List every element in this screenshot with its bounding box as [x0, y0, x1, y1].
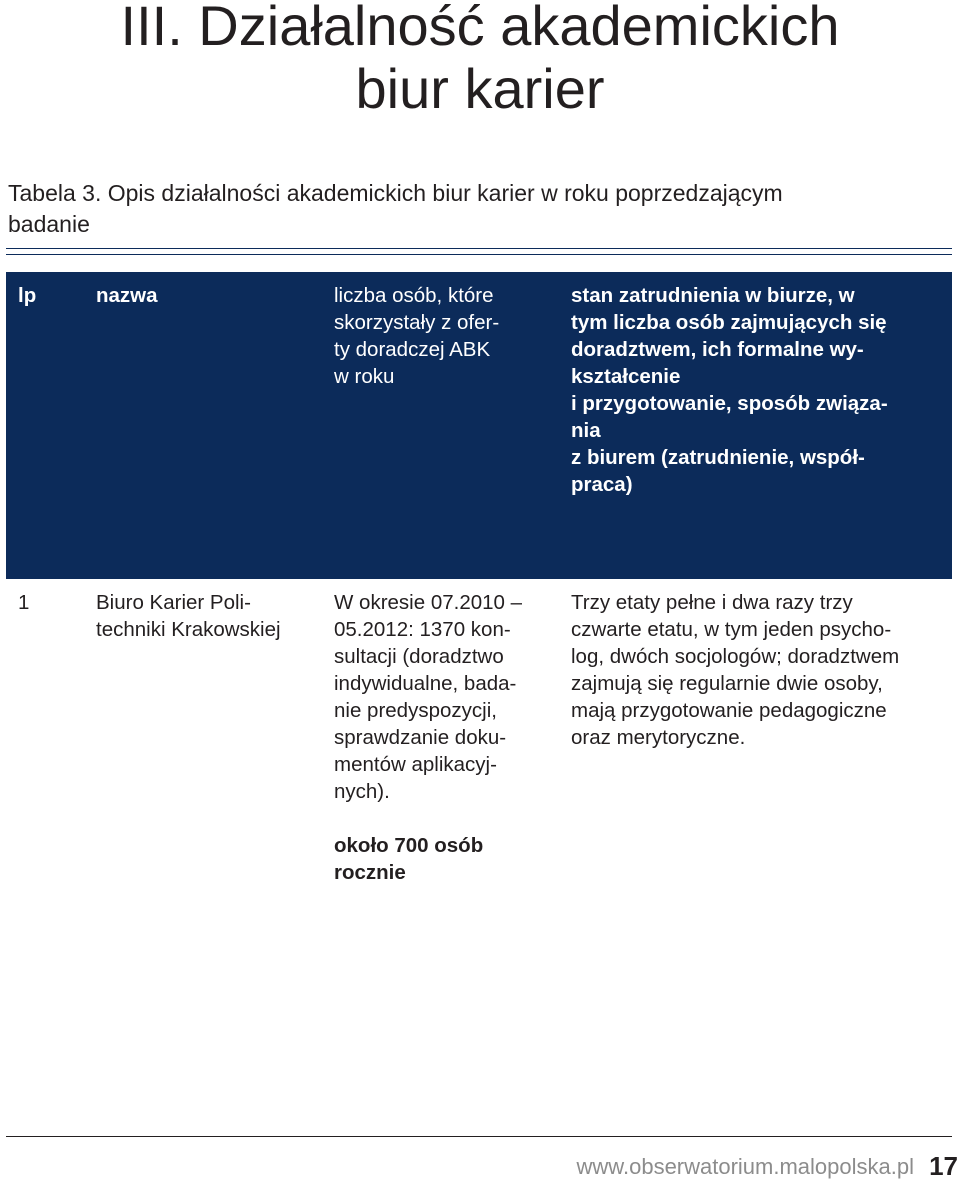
row-nazwa-line: techniki Krakowskiej: [96, 618, 281, 641]
row-stan: [571, 589, 946, 751]
header-liczba-line: skorzystały z ofer-: [334, 311, 500, 334]
row-liczba-line: sultacji (doradztwo: [334, 645, 504, 668]
page-heading: [0, 0, 960, 120]
footer-rule: [6, 1136, 952, 1137]
row-lp: 1: [18, 591, 30, 614]
table-caption: [8, 178, 948, 240]
header-liczba-line: ty doradczej ABK: [334, 338, 491, 361]
row-liczba-summary-line: rocznie: [334, 861, 406, 884]
table-caption-line-2: badanie: [8, 211, 90, 237]
header-liczba-line: liczba osób, które: [334, 284, 494, 307]
page-heading-line-1: III. Działalność akademickich: [120, 0, 840, 57]
row-liczba-line: sprawdzanie doku-: [334, 726, 507, 749]
row-liczba-line: nych).: [334, 780, 390, 803]
row-liczba-line: W okresie 07.2010 –: [334, 591, 523, 614]
header-stan-line: i przygotowanie, sposób związa-: [571, 392, 888, 415]
footer-url[interactable]: www.obserwatorium.malopolska.pl: [576, 1154, 914, 1179]
header-stan-line: doradztwem, ich formalne wy-: [571, 338, 864, 361]
row-liczba-summary-line: około 700 osób: [334, 834, 484, 857]
header-stan-line: tym liczba osób zajmujących się: [571, 311, 887, 334]
header-stan-line: praca): [571, 473, 633, 496]
header-liczba-line: w roku: [334, 365, 395, 388]
row-liczba: [334, 589, 549, 805]
header-stan-line: nia: [571, 419, 601, 442]
table-header: [6, 272, 952, 579]
row-nazwa-line: Biuro Karier Poli-: [96, 591, 251, 614]
row-stan-line: zajmują się regularnie dwie osoby,: [571, 672, 883, 695]
row-stan-line: oraz merytoryczne.: [571, 726, 746, 749]
row-liczba-summary: [334, 832, 549, 886]
page-number: 17: [929, 1151, 958, 1181]
table-top-rule: [6, 248, 952, 255]
header-stan: [571, 282, 946, 498]
header-stan-line: stan zatrudnienia w biurze, w: [571, 284, 855, 307]
page-heading-line-2: biur karier: [355, 57, 605, 120]
row-stan-line: mają przygotowanie pedagogiczne: [571, 699, 887, 722]
header-nazwa: nazwa: [96, 284, 158, 307]
row-stan-line: Trzy etaty pełne i dwa razy trzy: [571, 591, 853, 614]
table-caption-line-1: Tabela 3. Opis działalności akademickich biur karier w roku poprzedzającym: [8, 180, 783, 206]
header-stan-line: kształcenie: [571, 365, 681, 388]
header-lp: lp: [18, 284, 37, 307]
header-stan-line: z biurem (zatrudnienie, współ-: [571, 446, 865, 469]
row-stan-line: log, dwóch socjologów; doradztwem: [571, 645, 900, 668]
row-liczba-line: nie predyspozycji,: [334, 699, 497, 722]
row-liczba-line: 05.2012: 1370 kon-: [334, 618, 511, 641]
header-liczba: [334, 282, 549, 390]
row-liczba-line: indywidualne, bada-: [334, 672, 517, 695]
row-liczba-line: mentów aplikacyj-: [334, 753, 497, 776]
row-nazwa: [96, 589, 316, 643]
row-stan-line: czwarte etatu, w tym jeden psycho-: [571, 618, 892, 641]
